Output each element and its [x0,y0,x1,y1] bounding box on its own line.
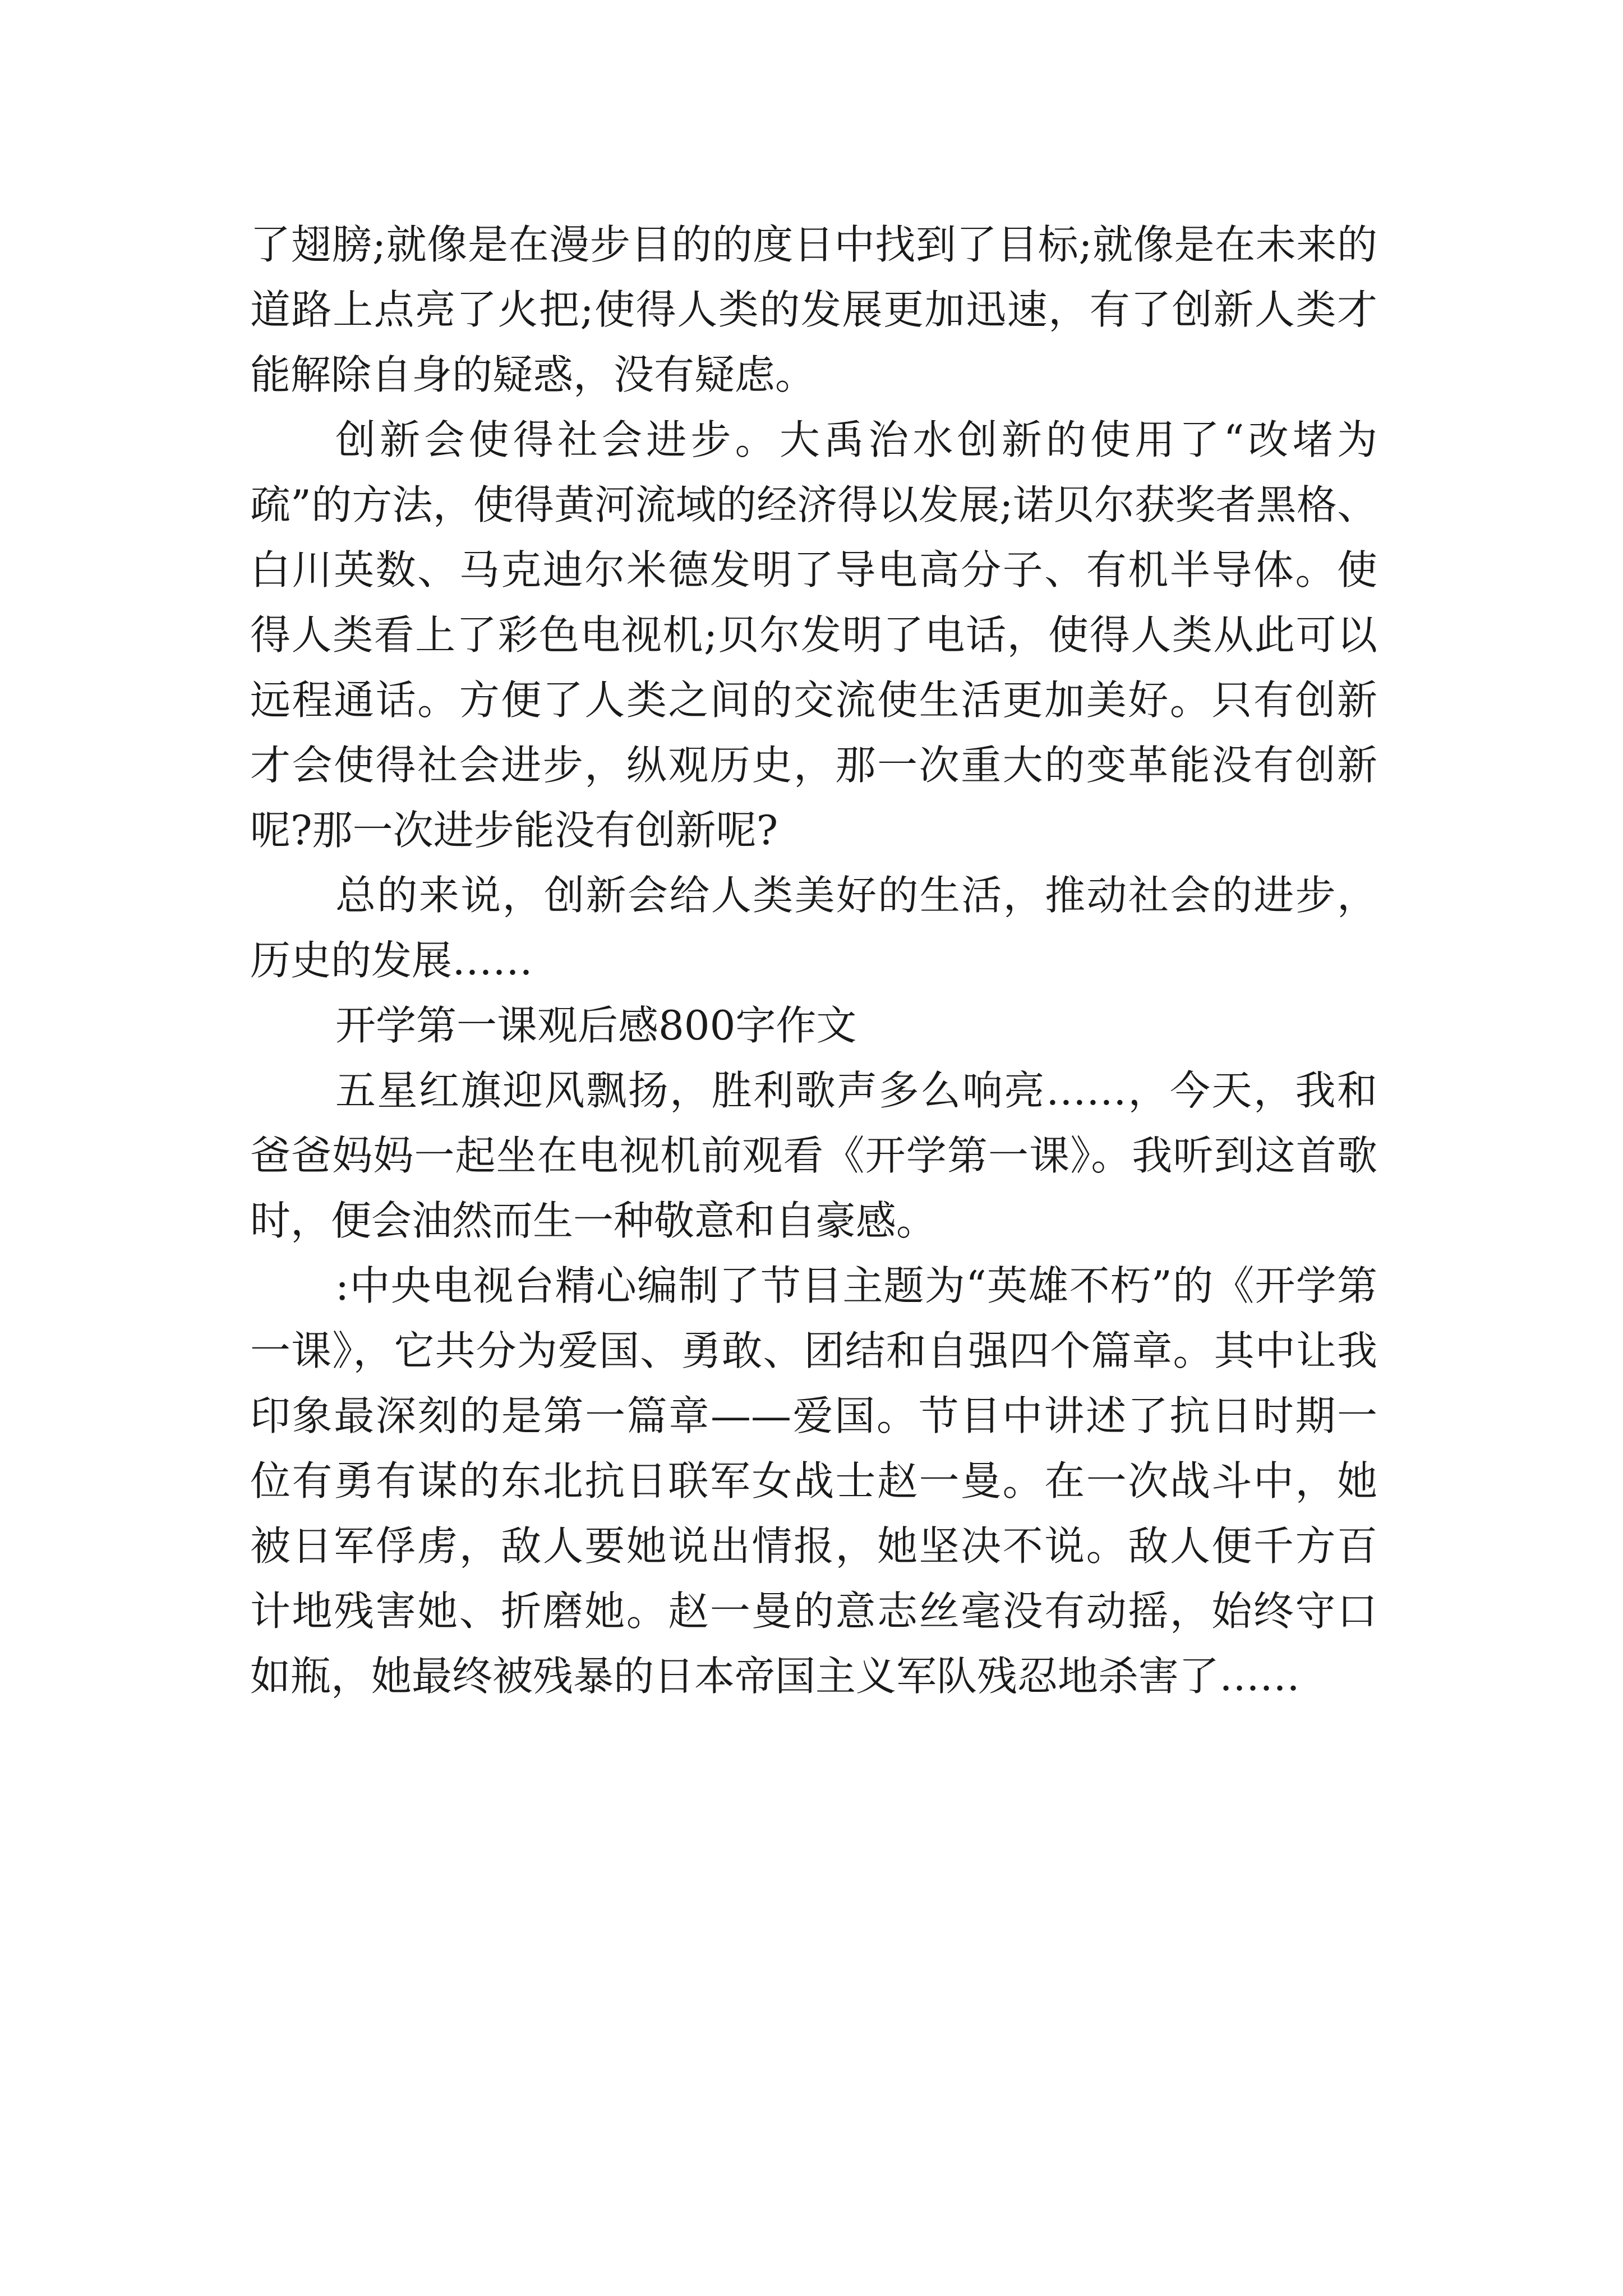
paragraph-innovation-wings: 了翅膀;就像是在漫步目的的度日中找到了目标;就像是在未来的道路上点亮了火把;使得人类的发展更加迅速，有了创新人类才能解除自身的疑惑，没有疑虑。 [250,221,1377,398]
paragraph-innovation-progress: 创新会使得社会进步。大禹治水创新的使用了“改堵为疏”的方法，使得黄河流域的经济得以发展;诺贝尔获奖者黑格、白川英数、马克迪尔米德发明了导电高分子、有机半导体。使得人类看上了彩色电视机;贝尔发明了电话，使得人类从此可以远程通话。方便了人类之间的交流使生活更加美好。只有创新才会使得社会进步，纵观历史，那一次重大的变革能没有创新呢?那一次进步能没有创新呢? [250,416,1377,854]
paragraph-zhao-yiman: :中央电视台精心编制了节目主题为“英雄不朽”的《开学第一课》，它共分为爱国、勇敢、团结和自强四个篇章。其中让我印象最深刻的是第一篇章——爱国。节目中讲述了抗日时期一位有勇有谋的东北抗日联军女战士赵一曼。在一次战斗中，她被日军俘虏，敌人要她说出情报，她坚决不说。敌人便千方百计地残害她、折磨她。赵一曼的意志丝毫没有动摇，始终守口如瓶，她最终被残暴的日本帝国主义军队残忍地杀害了…… [250,1262,1377,1700]
paragraph-flag-song: 五星红旗迎风飘扬，胜利歌声多么响亮……，今天，我和爸爸妈妈一起坐在电视机前观看《开学第一课》。我听到这首歌时，便会油然而生一种敬意和自豪感。 [250,1067,1377,1244]
paragraph-conclusion: 总的来说，创新会给人类美好的生活，推动社会的进步，历史的发展…… [250,872,1377,984]
document-body [250,212,1377,1709]
section-heading: 开学第一课观后感800字作文 [335,1002,857,1049]
